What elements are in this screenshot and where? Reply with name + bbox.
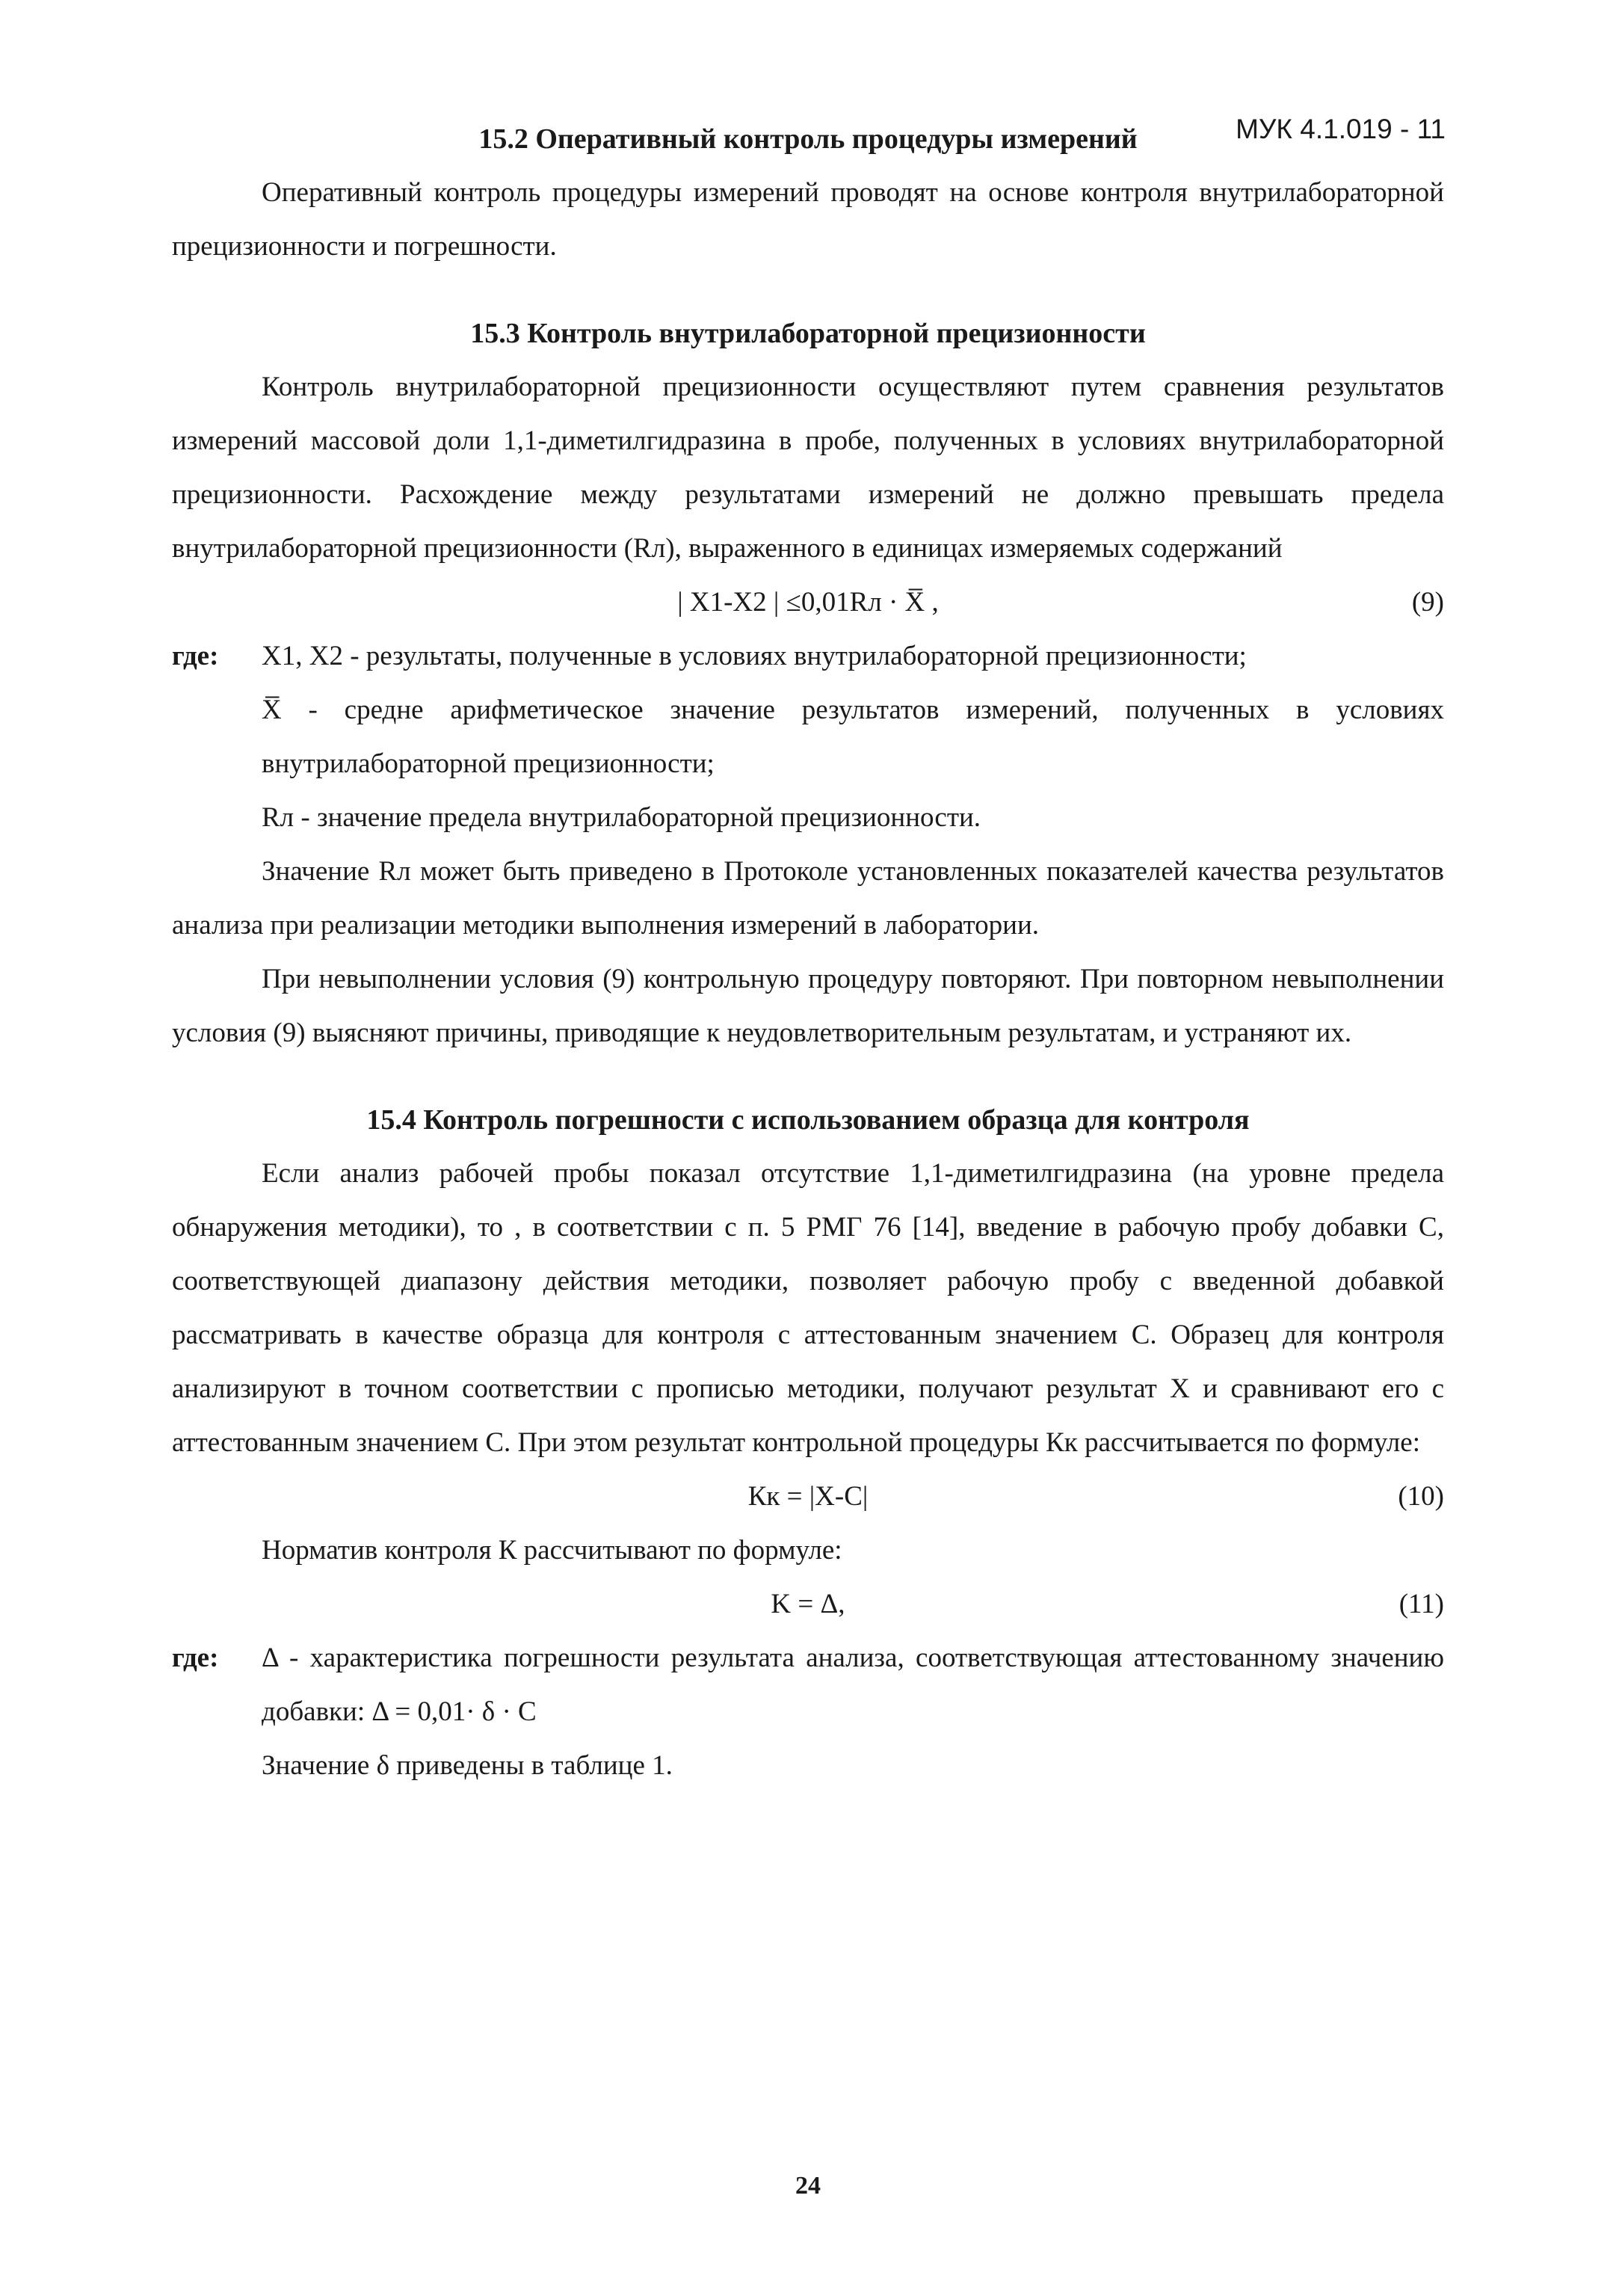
section-15-4-heading: 15.4 Контроль погрешности с использованием образца для контроля xyxy=(366,1104,1250,1136)
formula-9-number: (9) xyxy=(1411,587,1444,618)
where-label: где: xyxy=(172,641,219,671)
where-definition-rl: Rл - значение предела внутрилабораторной прецизионности. xyxy=(262,802,981,833)
where-definition-x1-x2: X1, X2 - результаты, полученные в условиях внутрилабораторной прецизионности; xyxy=(262,641,1247,671)
section-15-3-heading: 15.3 Контроль внутрилабораторной прецизионности xyxy=(470,318,1146,349)
section-15-2-heading: 15.2 Оперативный контроль процедуры измерений xyxy=(478,123,1138,155)
formula-9 xyxy=(172,576,1444,630)
section-15-4-paragraph-1: Если анализ рабочей пробы показал отсутствие 1,1-диметилгидразина (на уровне предела обнаружения методики), то , в соответствии с п. 5 РМГ 76 [14], введение в рабочую пробу добавки С, соответствующей диапазону действия методики, позволяет рабочую пробу с введенной добавкой рассматривать в качестве образца для контроля с аттестованным значением С. Образец для контроля анализируют в точном соответствии с прописью методики, получают результат X и сравнивают его с аттестованным значением С. При этом результат контрольной процедуры Кк рассчитывается по формуле: xyxy=(172,1158,1444,1458)
page-number: 24 xyxy=(795,2172,821,2200)
section-15-3-paragraph-1: Контроль внутрилабораторной прецизионности осуществляют путем сравнения результатов измерений массовой доли 1,1-диметилгидразина в пробе, полученных в условиях внутрилабораторной прецизионности. Расхождение между результатами измерений не должно превышать предела внутрилабораторной прецизионности (Rл), выраженного в единицах измеряемых содержаний xyxy=(172,372,1444,564)
where-label: где: xyxy=(172,1643,219,1673)
formula-11 xyxy=(172,1578,1444,1631)
formula-11-number: (11) xyxy=(1398,1589,1444,1619)
formula-10 xyxy=(172,1470,1444,1524)
section-15-4-paragraph-2: Норматив контроля К рассчитывают по формуле: xyxy=(262,1535,842,1566)
where-definition-x-mean: X̅ - средне арифметическое значение результатов измерений, полученных в условиях внутрилабораторной прецизионности; xyxy=(262,695,1444,779)
where-block-11 xyxy=(172,1631,1444,1739)
formula-10-expression: Кк = |X-C| xyxy=(747,1481,869,1512)
document-code: МУК 4.1.019 - 11 xyxy=(1236,114,1446,144)
where-block-9 xyxy=(172,630,1444,683)
formula-10-number: (10) xyxy=(1398,1481,1444,1512)
section-15-4-paragraph-3: Значение δ приведены в таблице 1. xyxy=(262,1750,673,1781)
formula-11-expression: K = Δ, xyxy=(771,1589,845,1619)
section-15-3-paragraph-2: Значение Rл может быть приведено в Протоколе установленных показателей качества результатов анализа при реализации методики выполнения измерений в лаборатории. xyxy=(172,856,1444,941)
where-definition-delta: Δ - характеристика погрешности результата анализа, соответствующая аттестованному значению добавки: Δ = 0,01· δ · C xyxy=(262,1643,1444,1727)
section-15-2-paragraph: Оперативный контроль процедуры измерений проводят на основе контроля внутрилабораторной прецизионности и погрешности. xyxy=(172,177,1444,262)
section-15-3-paragraph-3: При невыполнении условия (9) контрольную процедуру повторяют. При повторном невыполнении условия (9) выясняют причины, приводящие к неудовлетворительным результатам, и устраняют их. xyxy=(172,964,1444,1048)
formula-9-expression: | X1-X2 | ≤0,01Rл · X̅ , xyxy=(677,587,939,618)
